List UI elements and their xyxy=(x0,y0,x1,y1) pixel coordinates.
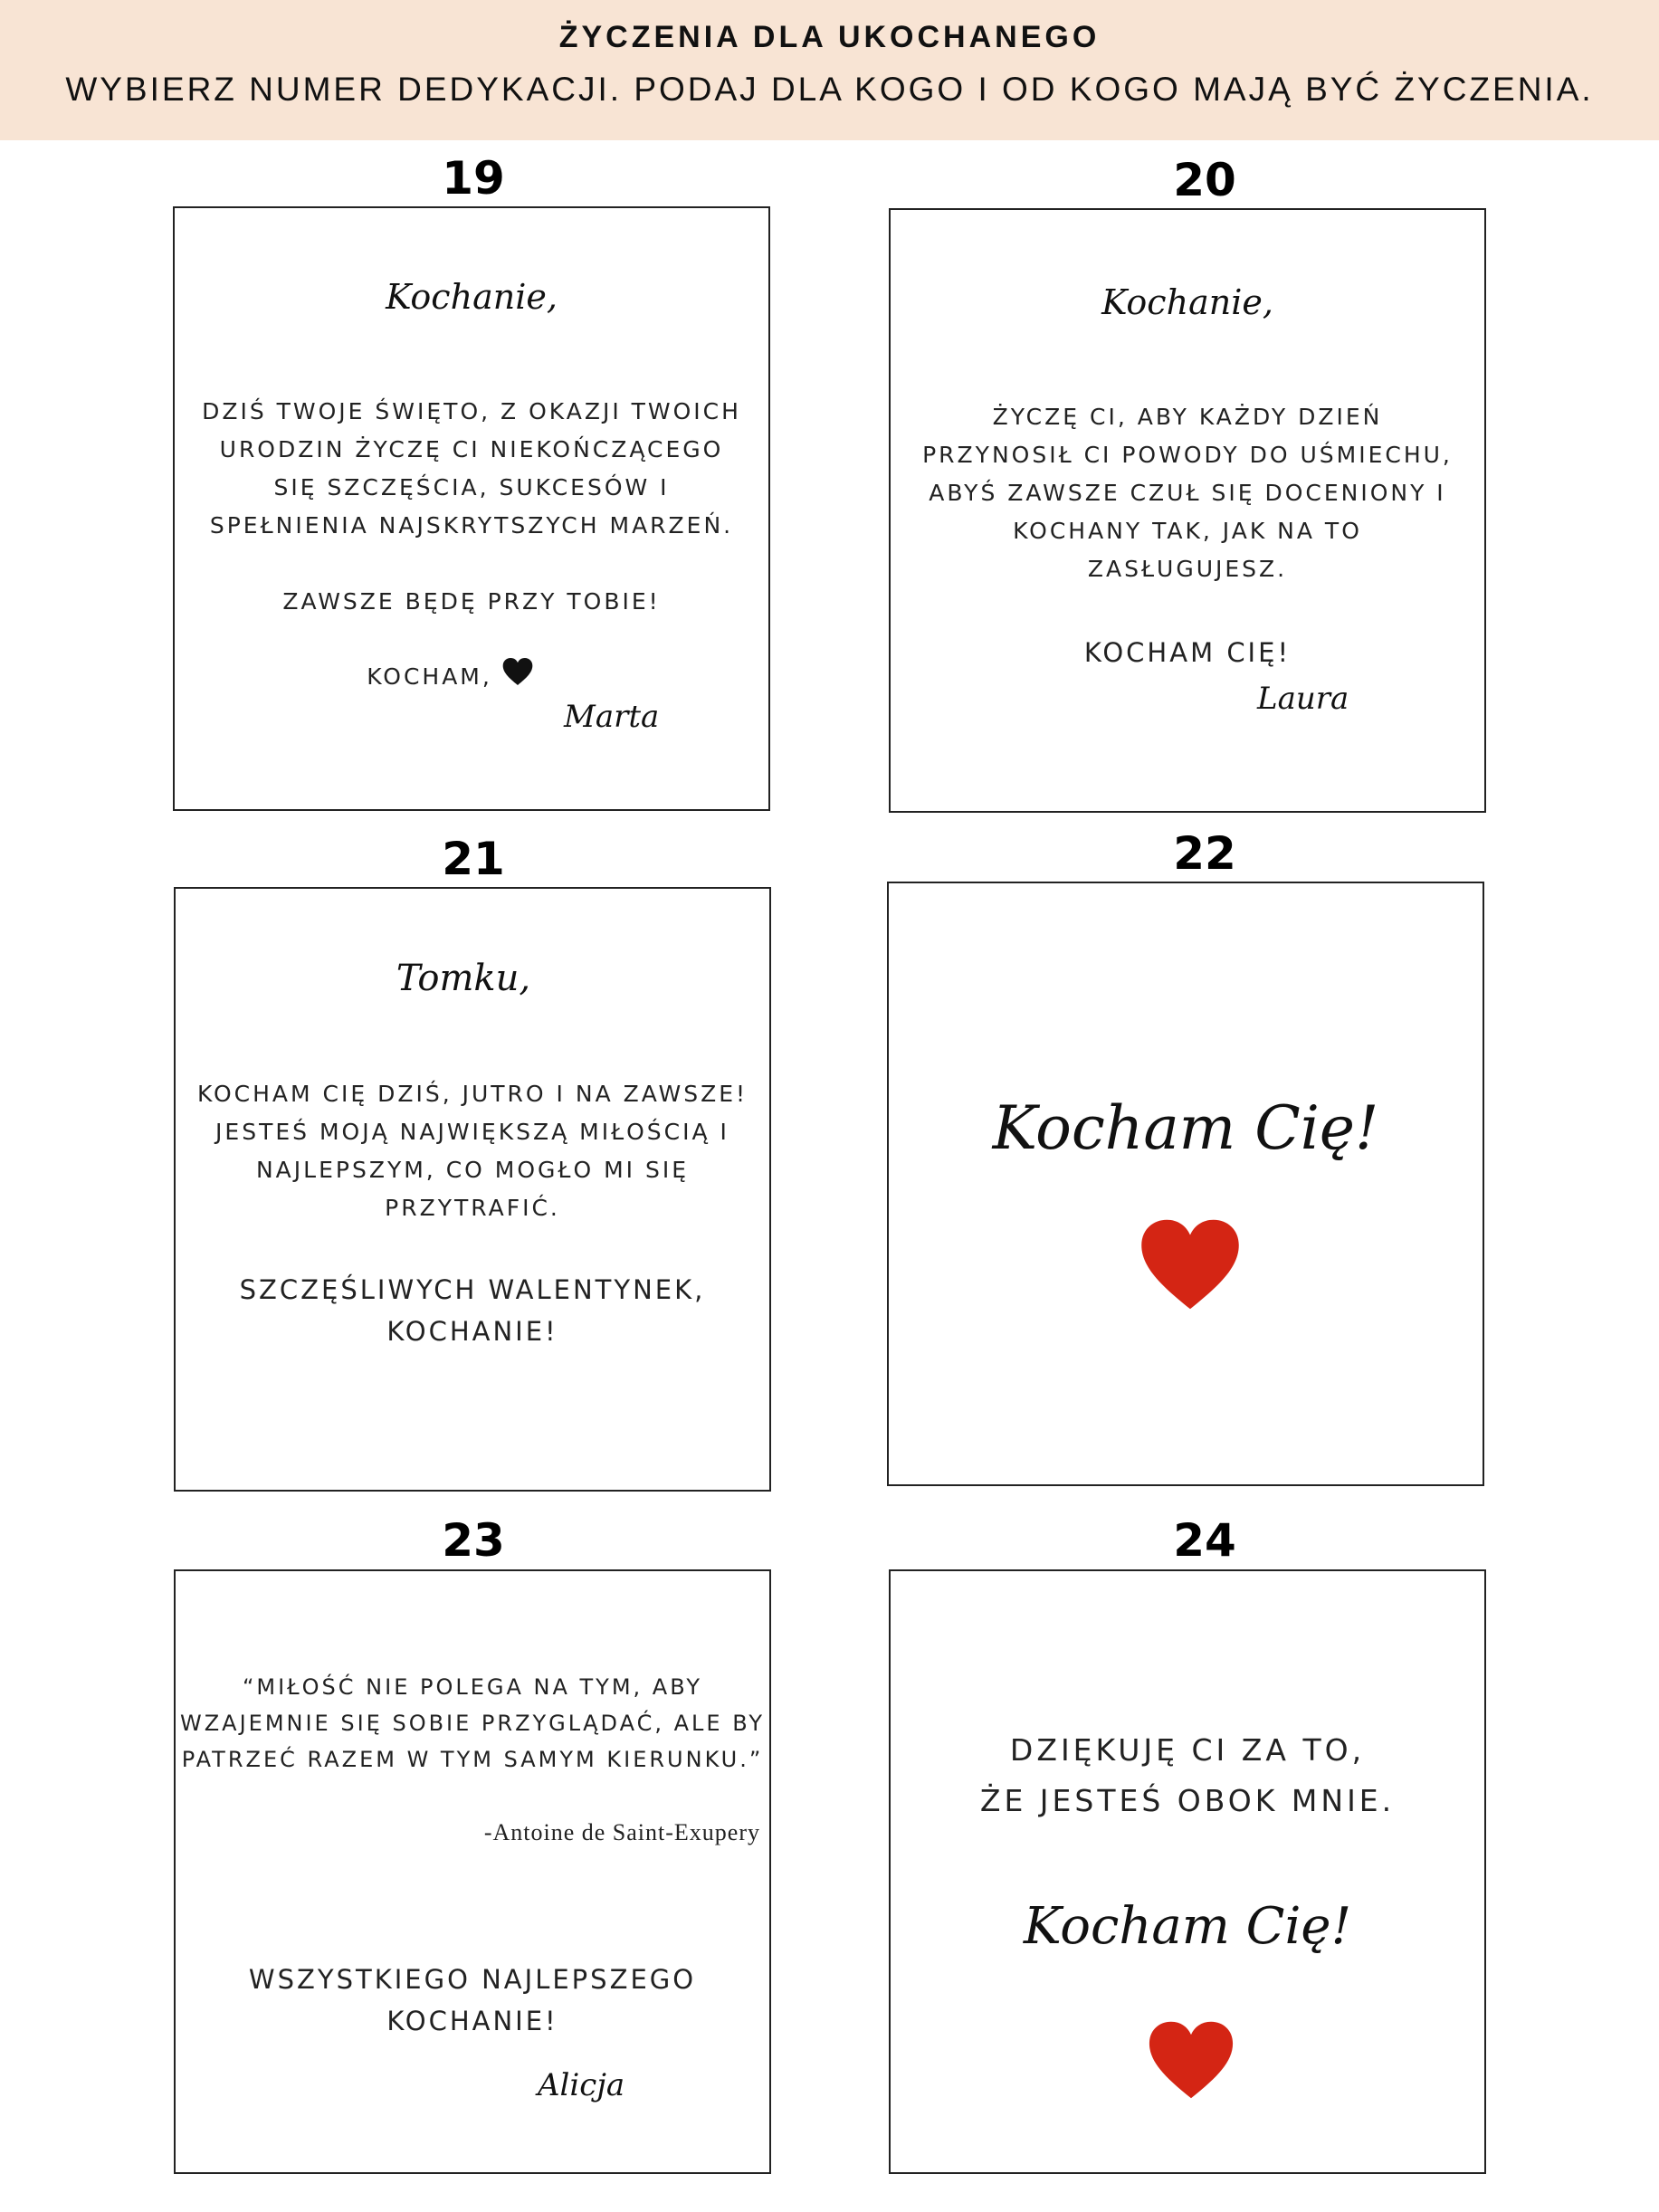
body-line: PRZYNOSIŁ CI POWODY DO UŚMIECHU, xyxy=(922,442,1453,468)
card-script-text: Kocham Cię! xyxy=(1023,1897,1352,1956)
body-line: ZASŁUGUJESZ. xyxy=(1087,556,1288,582)
closing-line: WSZYSTKIEGO NAJLEPSZEGO xyxy=(248,1964,697,1995)
card-number-21: 21 xyxy=(442,833,505,885)
body-line: SIĘ SZCZĘŚCIA, SUKCESÓW I xyxy=(273,474,670,501)
card-greeting: Kochanie, xyxy=(386,277,558,317)
body-line: PRZYTRAFIĆ. xyxy=(385,1195,560,1221)
card-closing xyxy=(176,1959,769,2042)
card-22[interactable] xyxy=(887,882,1484,1486)
card-greeting: Tomku, xyxy=(396,958,531,999)
card-signature: Laura xyxy=(1257,681,1349,717)
card-21[interactable] xyxy=(174,887,771,1492)
card-body xyxy=(175,393,768,545)
quote-line: WZAJEMNIE SIĘ SOBIE PRZYGLĄDAĆ, ALE BY xyxy=(179,1711,766,1736)
quote-line: PATRZEĆ RAZEM W TYM SAMYM KIERUNKU.” xyxy=(181,1747,764,1772)
card-body xyxy=(176,1075,769,1227)
page-instructions: WYBIERZ NUMER DEDYKACJI. PODAJ DLA KOGO I OD KOGO MAJĄ BYĆ ŻYCZENIA. xyxy=(65,71,1594,108)
closing-line: SZCZĘŚLIWYCH WALENTYNEK, xyxy=(239,1274,706,1305)
card-number-23: 23 xyxy=(442,1514,505,1567)
body-line: SPEŁNIENIA NAJSKRYTSZYCH MARZEŃ. xyxy=(209,512,734,539)
card-closing xyxy=(153,657,747,696)
card-19[interactable] xyxy=(173,206,770,811)
heart-icon xyxy=(502,657,533,686)
card-quote xyxy=(176,1669,769,1778)
card-signature: Alicja xyxy=(538,2067,625,2103)
card-24[interactable] xyxy=(889,1569,1486,2174)
body-line: KOCHAM CIĘ DZIŚ, JUTRO I NA ZAWSZE! xyxy=(196,1081,748,1107)
card-23[interactable] xyxy=(174,1569,771,2174)
heart-icon xyxy=(1148,2018,1235,2102)
header-banner xyxy=(0,0,1659,140)
body-line: URODZIN ŻYCZĘ CI NIEKOŃCZĄCEGO xyxy=(219,436,724,462)
heart-icon xyxy=(1139,1216,1241,1313)
body-line: JESTEŚ MOJĄ NAJWIĘKSZĄ MIŁOŚCIĄ I xyxy=(215,1119,729,1145)
quote-attribution: -Antoine de Saint-Exupery xyxy=(483,1819,760,1845)
closing-line: KOCHANIE! xyxy=(386,1316,558,1347)
card-number-19: 19 xyxy=(442,152,505,205)
card-signature: Marta xyxy=(564,699,660,735)
quote-line: “MIŁOŚĆ NIE POLEGA NA TYM, ABY xyxy=(242,1674,703,1700)
card-number-22: 22 xyxy=(1173,827,1236,880)
card-number-24: 24 xyxy=(1173,1514,1236,1567)
closing-text: KOCHAM, xyxy=(367,663,492,690)
card-closing: KOCHAM CIĘ! xyxy=(1083,637,1292,668)
body-line: ŻE JESTEŚ OBOK MNIE. xyxy=(979,1783,1396,1818)
card-body xyxy=(891,1725,1484,1826)
body-line: DZIŚ TWOJE ŚWIĘTO, Z OKAZJI TWOICH xyxy=(202,398,741,424)
body-line: NAJLEPSZYM, CO MOGŁO MI SIĘ xyxy=(255,1157,689,1183)
body-line: KOCHANY TAK, JAK NA TO xyxy=(1013,518,1362,544)
body-line: DZIĘKUJĘ CI ZA TO, xyxy=(1009,1732,1366,1768)
closing-line: KOCHANIE! xyxy=(386,2006,558,2036)
body-line: ABYŚ ZAWSZE CZUŁ SIĘ DOCENIONY I xyxy=(929,480,1446,506)
card-line2: ZAWSZE BĘDĘ PRZY TOBIE! xyxy=(282,588,661,615)
card-greeting: Kochanie, xyxy=(1101,282,1273,322)
body-line: ŻYCZĘ CI, ABY KAŻDY DZIEŃ xyxy=(992,404,1383,430)
card-20[interactable] xyxy=(889,208,1486,813)
card-number-20: 20 xyxy=(1173,154,1236,206)
card-body xyxy=(891,398,1484,588)
card-script-text: Kocham Cię! xyxy=(992,1093,1379,1163)
page-title: ŻYCZENIA DLA UKOCHANEGO xyxy=(558,20,1101,54)
card-closing xyxy=(176,1269,769,1352)
